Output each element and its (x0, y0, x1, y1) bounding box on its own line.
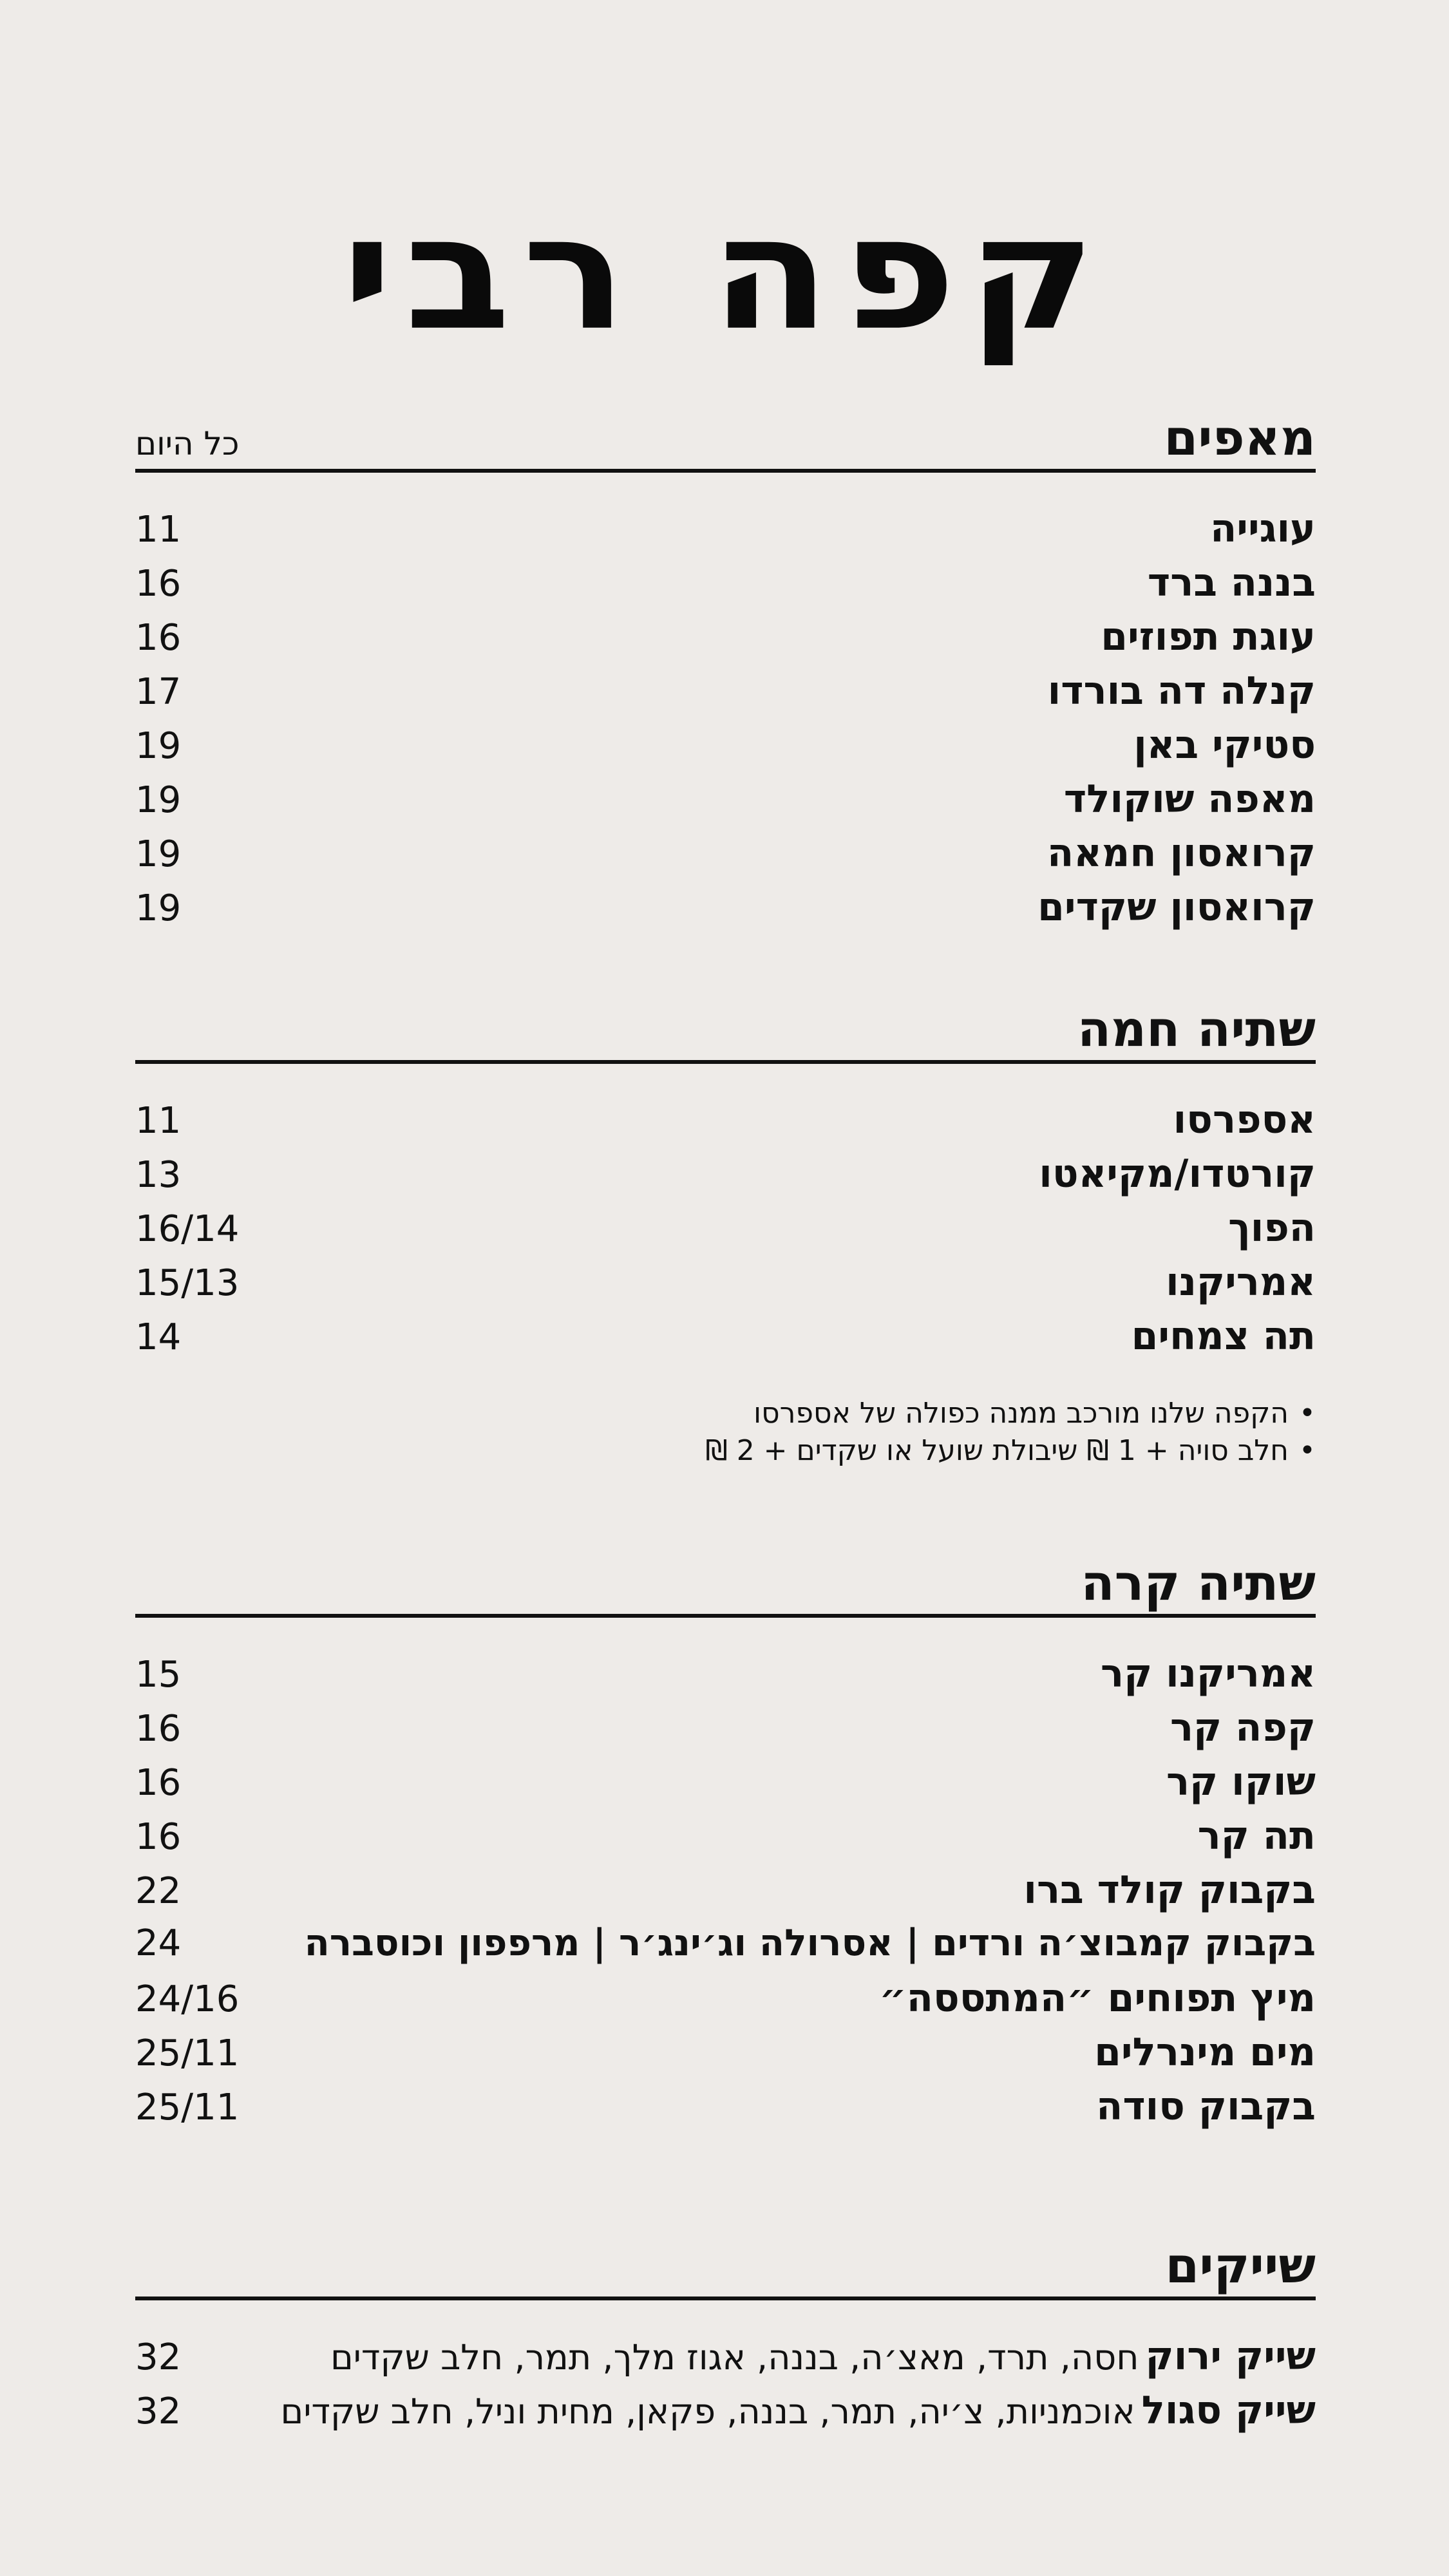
menu-item (135, 2334, 1316, 2388)
section-hot-drinks (135, 1000, 1316, 1470)
item-price: 16 (135, 1762, 182, 1804)
bullet-icon: • (1299, 1397, 1316, 1430)
section-header (135, 1554, 1316, 1618)
item-name: תה צמחים (1131, 1314, 1316, 1359)
item-price: 19 (135, 833, 182, 875)
menu-list (135, 2334, 1316, 2442)
menu-item (135, 1097, 1316, 1151)
item-name: מאפה שוקולד (1063, 777, 1316, 822)
menu-item (135, 1759, 1316, 1814)
item-price: 16 (135, 563, 182, 605)
menu-item (135, 723, 1316, 777)
item-price: 13 (135, 1154, 182, 1196)
item-price: 14 (135, 1316, 182, 1358)
section-cold-drinks (135, 1554, 1316, 2138)
item-price: 32 (135, 2391, 182, 2432)
item-name: בקבוק סודה (1096, 2084, 1316, 2129)
menu-item (135, 885, 1316, 939)
item-price: 25/11 (135, 2087, 240, 2128)
section-header (135, 409, 1316, 473)
menu-item (135, 1814, 1316, 1868)
item-price: 22 (135, 1870, 182, 1912)
menu-item (135, 1314, 1316, 1368)
item-price: 16 (135, 1708, 182, 1750)
item-price: 16 (135, 617, 182, 659)
section-title: מאפים (1164, 409, 1316, 466)
item-name: מים מינרלים (1094, 2030, 1316, 2075)
item-price: 15/13 (135, 1262, 240, 1304)
item-price: 24/16 (135, 1978, 240, 2020)
menu-item (135, 2030, 1316, 2084)
menu-list (135, 1097, 1316, 1368)
menu-item (135, 560, 1316, 614)
item-price: 16 (135, 1816, 182, 1858)
item-name: שוקו קר (1166, 1759, 1316, 1804)
menu-list (135, 1651, 1316, 2138)
section-title: שתיה קרה (1081, 1554, 1316, 1611)
menu-item (135, 614, 1316, 668)
item-price: 11 (135, 1100, 182, 1142)
item-price: 19 (135, 887, 182, 929)
section-title: שתיה חמה (1077, 1000, 1316, 1057)
item-price: 32 (135, 2336, 182, 2378)
menu-item (135, 668, 1316, 723)
item-price: 16/14 (135, 1208, 240, 1250)
item-name: תה קר (1197, 1814, 1316, 1859)
menu-item (135, 777, 1316, 831)
menu-item (135, 831, 1316, 885)
item-price: 19 (135, 725, 182, 767)
item-name: הפוך (1228, 1206, 1316, 1251)
item-price: 17 (135, 671, 182, 713)
item-name: בננה ברד (1147, 560, 1316, 605)
menu-item (135, 1705, 1316, 1759)
section-subtitle: כל היום (135, 425, 240, 462)
item-name: קפה קר (1170, 1705, 1316, 1750)
item-name: קרואסון שקדים (1037, 885, 1316, 930)
section-title: שייקים (1165, 2237, 1316, 2294)
item-name: סטיקי באן (1133, 723, 1316, 768)
item-name: אמריקנו (1166, 1260, 1316, 1305)
note-item (135, 1432, 1316, 1470)
item-price: 15 (135, 1654, 182, 1696)
item-name-group (281, 2388, 1316, 2433)
item-name-group (330, 2334, 1316, 2379)
cafe-logo: קפה רבי (341, 182, 1108, 365)
section-shakes (135, 2237, 1316, 2442)
menu-item (135, 1976, 1316, 2030)
menu-item (135, 1151, 1316, 1206)
item-description: אוכמניות, צ׳יה, תמר, בננה, פקאן, מחית וניל, חלב שקדים (280, 2391, 1135, 2432)
item-name: קנלה דה בורדו (1047, 668, 1316, 714)
menu-item (135, 506, 1316, 560)
bullet-icon: • (1299, 1434, 1316, 1467)
section-header (135, 1000, 1316, 1064)
item-name: מיץ תפוחים ״המתססה״ (879, 1976, 1316, 2021)
item-name: אמריקנו קר (1100, 1651, 1316, 1696)
item-price: 11 (135, 509, 182, 551)
notes-list (135, 1395, 1316, 1470)
item-name: שייק ירוק (1145, 2334, 1316, 2379)
note-text: חלב סויה + 1 ₪ שיבולת שועל או שקדים + 2 ₪ (705, 1434, 1289, 1467)
menu-item (135, 1651, 1316, 1705)
section-pastries (135, 409, 1316, 939)
item-name: שייק סגול (1141, 2388, 1316, 2433)
item-price: 25/11 (135, 2032, 240, 2074)
section-header (135, 2237, 1316, 2300)
menu-item (135, 1922, 1316, 1976)
item-name: אספרסו (1173, 1097, 1316, 1142)
menu-item (135, 1206, 1316, 1260)
item-name: עוגייה (1210, 506, 1316, 551)
note-text: הקפה שלנו מורכב ממנה כפולה של אספרסו (753, 1397, 1289, 1430)
item-name: קורטדו/מקיאטו (1039, 1151, 1316, 1197)
menu-item (135, 2084, 1316, 2138)
item-name: בקבוק קולד ברו (1023, 1868, 1316, 1913)
menu-item (135, 1260, 1316, 1314)
menu-item (135, 1868, 1316, 1922)
item-name: קרואסון חמאה (1047, 831, 1316, 876)
item-name: בקבוק קמבוצ׳ה ורדים | אסרולה וג׳ינג׳ר | מרפפון וכוסברה (304, 1922, 1316, 1964)
note-item (135, 1395, 1316, 1432)
item-description: חסה, תרד, מאצ׳ה, בננה, אגוז מלך, תמר, חלב שקדים (330, 2337, 1139, 2378)
menu-list (135, 506, 1316, 939)
item-price: 19 (135, 779, 182, 821)
item-price: 24 (135, 1922, 182, 1964)
item-name: עוגת תפוזים (1101, 614, 1316, 659)
menu-item (135, 2388, 1316, 2442)
